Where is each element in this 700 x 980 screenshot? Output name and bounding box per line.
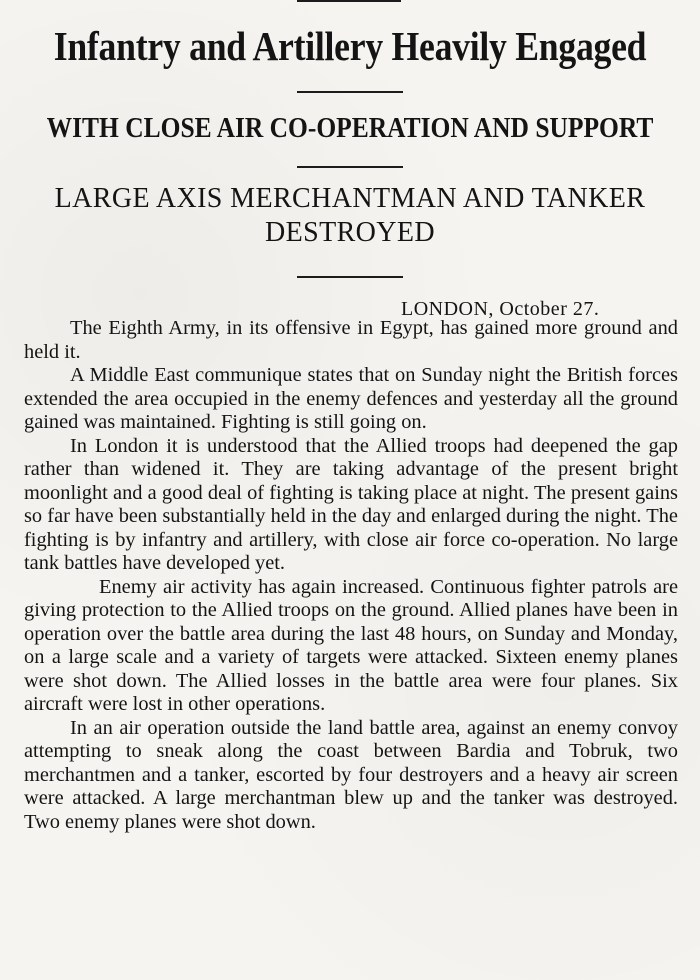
paragraph-air-activity: Enemy air activity has again increased. Continuous fighter patrols are giving protection to the Allied troops on the ground. Allied planes have been in operation over the battle area during the last 48 hours, on Sunday and Monday, on a large scale and a variety of targets were attacked. Sixteen enemy planes were shot down. The Allied losses in the battle area were four planes. Six aircraft were lost in other operations. <box>24 575 678 715</box>
dateline: LONDON, October 27. <box>401 298 600 320</box>
paragraph-gains: The Eighth Army, in its offensive in Egypt, has gained more ground and held it. <box>24 317 678 363</box>
paragraph-london: In London it is understood that the Allied troops had deepened the gap rather than widened it. They are taking advantage of the present bright moonlight and a good deal of fighting is taking place at night. The present gains so far have been substantially held in the day and enlarged during the night. The fighting is by infantry and artillery, with close air force co-operation. No large tank battles have developed yet. <box>24 434 678 574</box>
headline: Infantry and Artillery Heavily Engaged <box>53 23 647 69</box>
paragraph-communique: A Middle East communique states that on Sunday night the British forces extended the area occupied in the enemy defences and yesterday all the ground gained was maintained. Fighting is still going on. <box>24 364 678 433</box>
subheadline: WITH CLOSE AIR CO-OPERATION AND SUPPORT <box>46 113 654 144</box>
rule-under-subheadline <box>297 166 403 168</box>
deck-headline: LARGE AXIS MERCHANTMAN AND TANKER DESTROYED <box>54 183 646 248</box>
top-rule <box>297 0 401 2</box>
article-body <box>24 317 678 834</box>
rule-under-deck <box>297 276 403 278</box>
paragraph-convoy: In an air operation outside the land battle area, against an enemy convoy attempting to sneak along the coast between Bardia and Tobruk, two merchantmen and a tanker, escorted by four destroyers and a heavy air screen were attacked. A large merchantman blew up and the tanker was destroyed. Two enemy planes were shot down. <box>24 716 678 833</box>
rule-under-headline <box>297 91 403 93</box>
